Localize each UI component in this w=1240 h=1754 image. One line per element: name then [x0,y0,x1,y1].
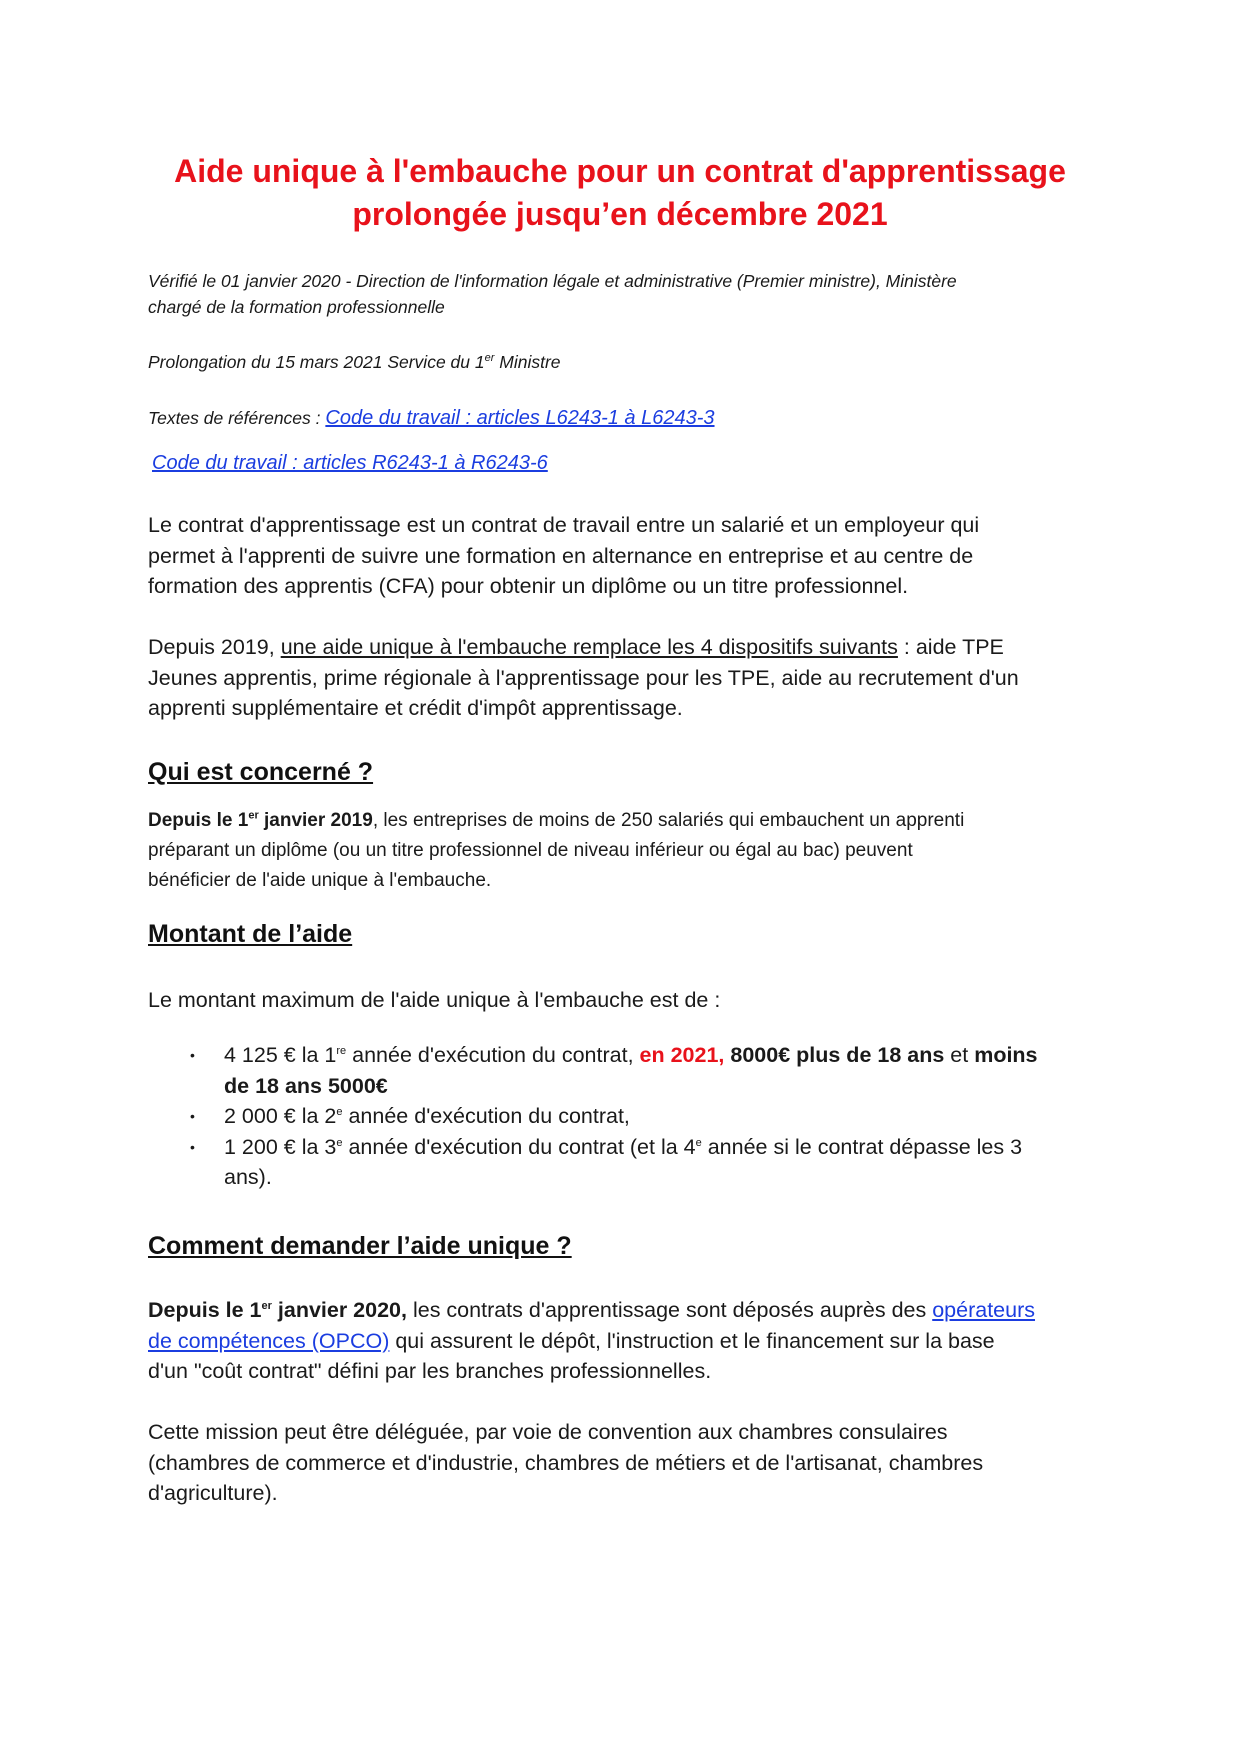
link-code-travail-l6243[interactable]: Code du travail : articles L6243-1 à L6243-3 [325,407,715,429]
prolongation-text: Prolongation du 15 mars 2021 Service du 1 [148,352,485,372]
comment-bold-a: Depuis le 1 [148,1298,262,1322]
item2-sup: e [336,1105,343,1118]
comment-rest-1: les contrats d'apprentissage sont déposés auprès des [407,1298,933,1322]
link-opco[interactable]: de compétences (OPCO) [148,1328,390,1353]
item2-text-b: année d'exécution du contrat, [342,1104,630,1128]
comment-line-2 [148,1326,1098,1357]
since-2019-underlined: une aide unique à l'embauche remplace les 4 dispositifs suivants [280,635,898,659]
item3-text-a: 1 200 € la 3 [224,1134,337,1159]
intro-paragraph [148,510,1098,602]
comment-bold-b: janvier 2020, [271,1298,407,1322]
qui-line-3: bénéficier de l'aide unique à l'embauche. [148,870,492,891]
qui-bold-sup: er [248,809,259,822]
intro-line-3: formation des apprentis (CFA) pour obtenir un diplôme ou un titre professionnel. [148,574,909,598]
mission-line-3: d'agriculture). [148,1481,278,1505]
item1-line-2: de 18 ans 5000€ [224,1073,388,1098]
list-item-annee-1 [148,1040,1108,1101]
verification-line-2: chargé de la formation professionnelle [148,297,445,317]
page-title-line-1: Aide unique à l'embauche pour un contrat d'apprentissage [174,153,1066,189]
heading-comment-demander: Comment demander l’aide unique ? [148,1232,572,1260]
item2-text-a: 2 000 € la 2 [224,1104,337,1128]
prolongation-text-end: Ministre [494,352,561,372]
item1-mid: et [944,1043,975,1067]
montant-intro: Le montant maximum de l'aide unique à l'embauche est de : [148,988,721,1012]
comment-line-3: d'un "coût contrat" défini par les branches professionnelles. [148,1359,712,1383]
montant-list [148,1040,1108,1193]
since-2019-line-1 [148,632,1098,663]
qui-paragraph [148,806,1098,896]
item1-red-text: en 2021, [639,1043,725,1067]
mission-line-2: (chambres de commerce et d'industrie, chambres de métiers et de l'artisanat, chambres [148,1450,984,1475]
item3-line-2: ans). [224,1165,272,1189]
heading-qui-est-concerne: Qui est concerné ? [148,758,374,786]
item3-text-c: année si le contrat dépasse les 3 [701,1134,1023,1159]
verification-line-1: Vérifié le 01 janvier 2020 - Direction de l'information légale et administrative (Premier ministre), Ministère [148,271,957,291]
item1-bold-1: 8000€ plus de 18 ans [724,1043,945,1067]
item1-text-b: année d'exécution du contrat, [346,1043,640,1067]
since-2019-paragraph [148,632,1098,724]
bullet-icon: • [190,1138,195,1155]
item1-bold-2: moins [974,1043,1038,1067]
qui-rest-1: , les entreprises de moins de 250 salariés qui embauchent un apprenti [372,810,965,831]
comment-bold-sup: er [261,1299,272,1312]
mission-line-1: Cette mission peut être déléguée, par voie de convention aux chambres consulaires [148,1420,948,1444]
item3-sup: e [336,1136,343,1149]
link-operateurs[interactable]: opérateurs [932,1298,1036,1322]
qui-bold-a: Depuis le 1 [148,810,249,831]
heading-montant: Montant de l’aide [148,920,353,948]
link-code-travail-r6243[interactable]: Code du travail : articles R6243-1 à R6243-6 [152,452,548,474]
comment-rest-2: qui assurent le dépôt, l'instruction et le financement sur la base [389,1328,995,1353]
list-item-annee-3 [148,1132,1108,1193]
since-2019-line-2: Jeunes apprentis, prime régionale à l'apprentissage pour les TPE, aide au recrutement d'un [148,665,1019,690]
since-2019-line-3: apprenti supplémentaire et crédit d'impôt apprentissage. [148,696,683,720]
comment-paragraph [148,1295,1098,1387]
item3-sup-2: e [695,1136,702,1149]
bullet-icon: • [190,1108,195,1124]
qui-bold-b: janvier 2019 [258,810,373,831]
list-item-annee-2 [148,1101,1108,1132]
comment-line-1 [148,1295,1098,1326]
qui-line-1 [148,806,1098,836]
prolongation-note [148,349,561,375]
item1-text-a: 4 125 € la 1 [224,1043,337,1067]
intro-line-2: permet à l'apprenti de suivre une formation en alternance en entreprise et au centre de [148,543,974,568]
mission-paragraph [148,1417,1098,1509]
intro-line-1: Le contrat d'apprentissage est un contrat de travail entre un salarié et un employeur qui [148,513,980,537]
references-line [148,405,715,431]
item1-sup: re [336,1044,347,1057]
qui-line-2: préparant un diplôme (ou un titre professionnel de niveau inférieur ou égal au bac) peuvent [148,840,913,861]
page-title-line-2: prolongée jusqu’en décembre 2021 [352,196,888,232]
item3-text-b: année d'exécution du contrat (et la 4 [342,1134,696,1159]
prolongation-sup: er [484,352,495,365]
since-2019-prefix: Depuis 2019, [148,635,281,659]
verification-note [148,268,957,320]
references-label: Textes de références : [148,408,326,428]
bullet-icon: • [190,1047,195,1063]
page-title [100,150,1140,236]
since-2019-suffix: : aide TPE [897,635,1004,659]
references-line-2 [152,450,548,476]
